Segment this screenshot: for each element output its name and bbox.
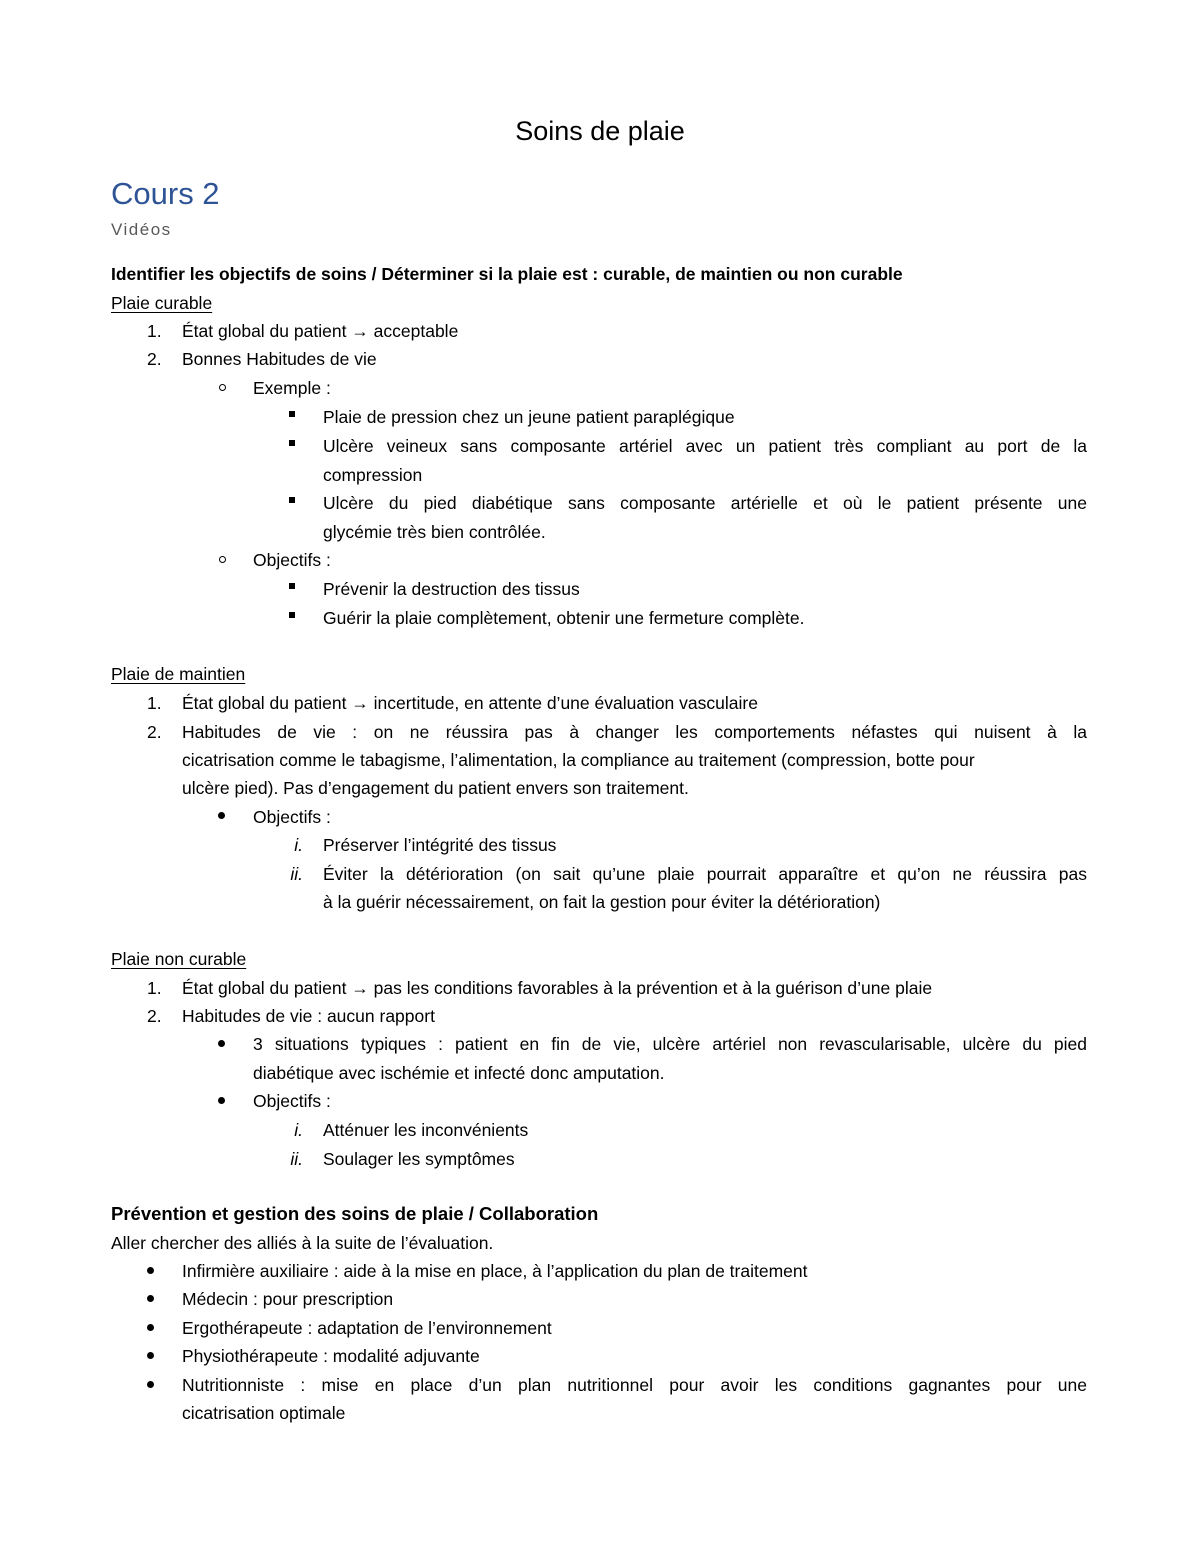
round-bullet-icon bbox=[147, 1381, 154, 1388]
list-item: État global du patient → acceptable bbox=[182, 321, 459, 341]
round-bullet-icon bbox=[218, 812, 225, 819]
list-item: État global du patient → incertitude, en attente d’une évaluation vasculaire bbox=[182, 693, 758, 713]
square-bullet-icon bbox=[289, 497, 295, 503]
section-prevention-heading: Prévention et gestion des soins de plaie / Collaboration bbox=[111, 1203, 599, 1224]
heading-cours: Cours 2 bbox=[111, 176, 220, 211]
round-bullet-icon bbox=[147, 1295, 154, 1302]
list-item-continuation: cicatrisation comme le tabagisme, l’alimentation, la compliance au traitement (compression, botte pour bbox=[182, 750, 975, 770]
list-item: Physiothérapeute : modalité adjuvante bbox=[182, 1346, 480, 1366]
square-bullet-icon bbox=[289, 583, 295, 589]
round-bullet-icon bbox=[218, 1040, 225, 1047]
list-item: Exemple : bbox=[253, 378, 331, 398]
list-item: Objectifs : bbox=[253, 1091, 331, 1111]
list-item: Infirmière auxiliaire : aide à la mise en place, à l’application du plan de traitement bbox=[182, 1261, 808, 1281]
subheading-plaie-curable: Plaie curable bbox=[111, 293, 213, 313]
circle-bullet-icon bbox=[219, 556, 226, 563]
list-number: 2. bbox=[147, 1006, 162, 1026]
list-item: Objectifs : bbox=[253, 550, 331, 570]
list-item: Ulcère du pied diabétique sans composante artérielle et où le patient présente une bbox=[323, 493, 1087, 513]
round-bullet-icon bbox=[218, 1097, 225, 1104]
subheading-plaie-maintien: Plaie de maintien bbox=[111, 664, 246, 684]
round-bullet-icon bbox=[147, 1267, 154, 1274]
list-item: Médecin : pour prescription bbox=[182, 1289, 394, 1309]
list-item-continuation: diabétique avec ischémie et infecté donc amputation. bbox=[253, 1063, 665, 1083]
list-item: Habitudes de vie : on ne réussira pas à changer les comportements néfastes qui nuisent à la bbox=[182, 722, 1087, 742]
heading-videos: Vidéos bbox=[111, 220, 172, 239]
square-bullet-icon bbox=[289, 440, 295, 446]
list-item: Guérir la plaie complètement, obtenir une fermeture complète. bbox=[323, 608, 805, 628]
roman-numeral: ii. bbox=[290, 1149, 303, 1169]
list-number: 2. bbox=[147, 722, 162, 742]
list-item: Ulcère veineux sans composante artériel avec un patient très compliant au port de la bbox=[323, 436, 1087, 456]
list-number: 1. bbox=[147, 978, 162, 998]
roman-numeral: ii. bbox=[290, 864, 303, 884]
list-item: Éviter la détérioration (on sait qu’une plaie pourrait apparaître et qu’on ne réussira pas bbox=[323, 864, 1087, 884]
paragraph-intro: Aller chercher des alliés à la suite de l’évaluation. bbox=[111, 1233, 494, 1253]
list-item-continuation: glycémie très bien contrôlée. bbox=[323, 522, 546, 542]
list-item: Objectifs : bbox=[253, 807, 331, 827]
square-bullet-icon bbox=[289, 411, 295, 417]
roman-numeral: i. bbox=[294, 835, 303, 855]
roman-numeral: i. bbox=[294, 1120, 303, 1140]
list-item: Atténuer les inconvénients bbox=[323, 1120, 529, 1140]
list-number: 2. bbox=[147, 349, 162, 369]
round-bullet-icon bbox=[147, 1352, 154, 1359]
list-number: 1. bbox=[147, 321, 162, 341]
list-item: Prévenir la destruction des tissus bbox=[323, 579, 580, 599]
list-item-continuation: ulcère pied). Pas d’engagement du patient envers son traitement. bbox=[182, 778, 689, 798]
list-item: État global du patient → pas les conditions favorables à la prévention et à la guérison d’une plaie bbox=[182, 978, 933, 998]
list-item: Habitudes de vie : aucun rapport bbox=[182, 1006, 435, 1026]
section-objectifs-heading: Identifier les objectifs de soins / Déterminer si la plaie est : curable, de maintien ou non curable bbox=[111, 264, 903, 284]
square-bullet-icon bbox=[289, 612, 295, 618]
list-item-continuation: cicatrisation optimale bbox=[182, 1403, 346, 1423]
list-number: 1. bbox=[147, 693, 162, 713]
circle-bullet-icon bbox=[219, 384, 226, 391]
list-item: Soulager les symptômes bbox=[323, 1149, 515, 1169]
list-item: Nutritionniste : mise en place d’un plan nutritionnel pour avoir les conditions gagnantes pour une bbox=[182, 1375, 1087, 1395]
list-item: Préserver l’intégrité des tissus bbox=[323, 835, 557, 855]
subheading-plaie-non-curable: Plaie non curable bbox=[111, 949, 247, 969]
document-title: Soins de plaie bbox=[515, 116, 685, 146]
list-item-continuation: compression bbox=[323, 465, 423, 485]
list-item-continuation: à la guérir nécessairement, on fait la gestion pour éviter la détérioration) bbox=[323, 892, 881, 912]
round-bullet-icon bbox=[147, 1324, 154, 1331]
list-item: Plaie de pression chez un jeune patient paraplégique bbox=[323, 407, 735, 427]
list-item: 3 situations typiques : patient en fin de vie, ulcère artériel non revascularisable, ulcère du pied bbox=[253, 1034, 1087, 1054]
list-item: Bonnes Habitudes de vie bbox=[182, 349, 377, 369]
list-item: Ergothérapeute : adaptation de l’environnement bbox=[182, 1318, 552, 1338]
